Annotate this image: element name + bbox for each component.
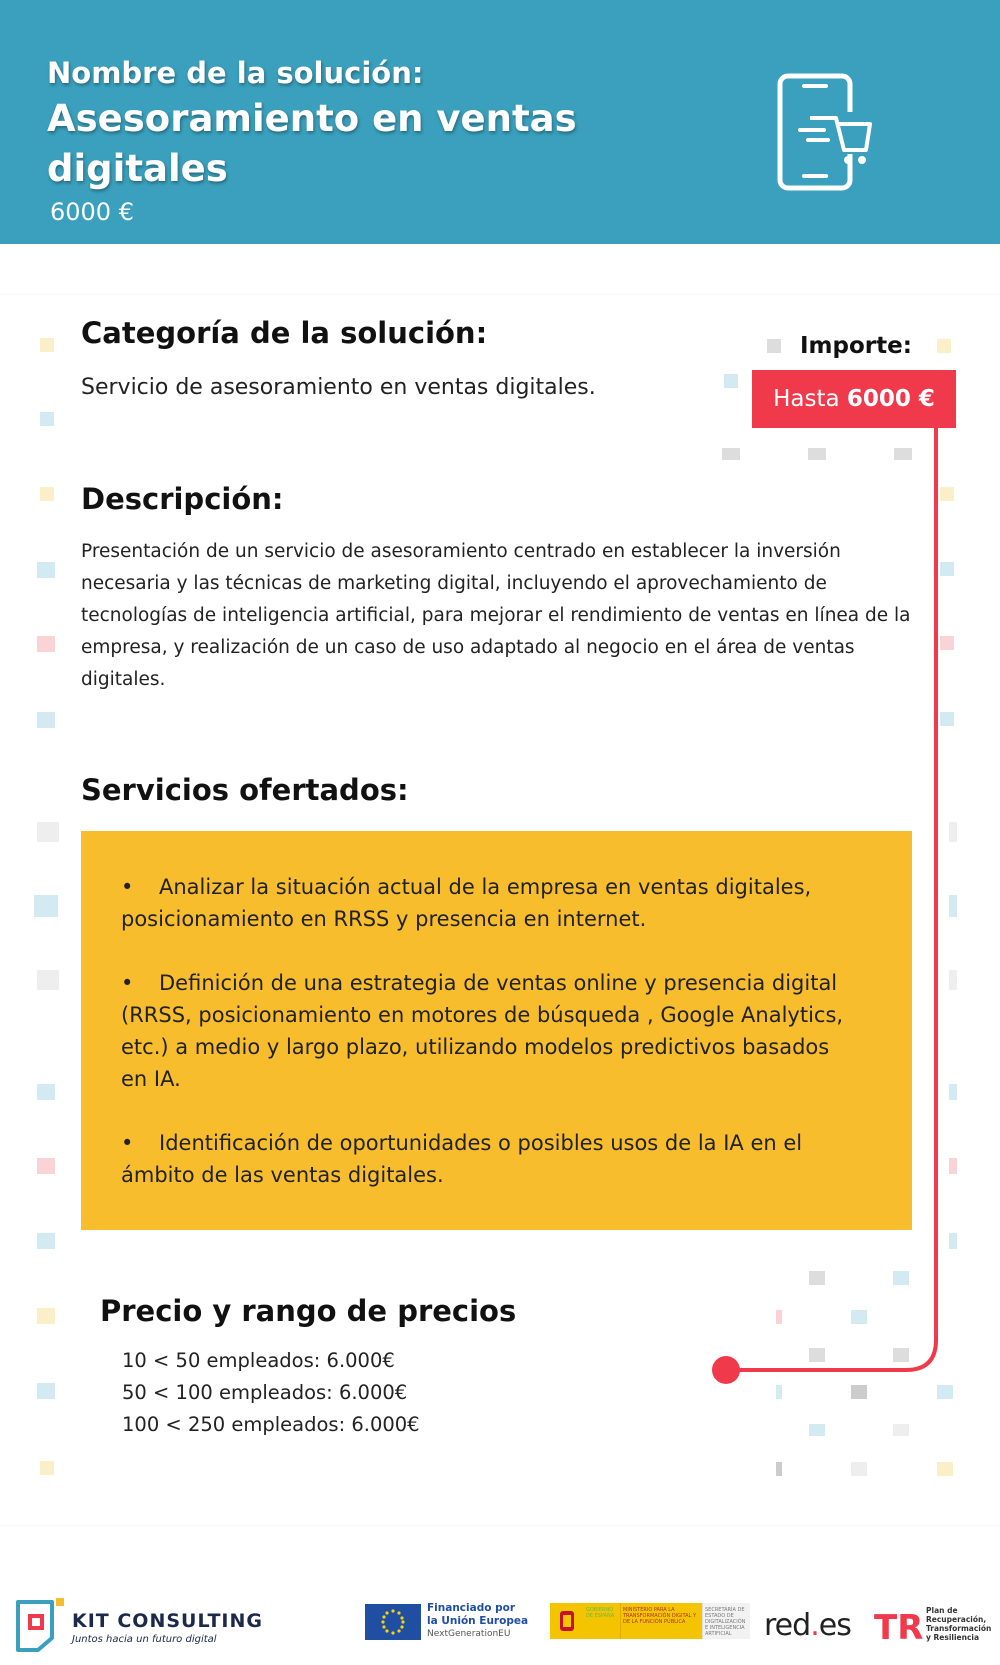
category-text: Servicio de asesoramiento en ventas digitales. (81, 375, 596, 400)
kit-consulting-logo-icon (12, 1594, 68, 1654)
service-item: • Analizar la situación actual de la empresa en ventas digitales, posicionamiento en RRSS y presencia en internet. (121, 871, 861, 935)
price-row: 50 < 100 empleados: 6.000€ (122, 1381, 408, 1404)
eu-funding-text: Financiado por la Unión Europea NextGenerationEU (427, 1602, 529, 1639)
bullet: • (121, 875, 134, 899)
services-box (81, 831, 912, 1230)
price-row: 10 < 50 empleados: 6.000€ (122, 1349, 395, 1372)
importe-label: Importe: (800, 333, 912, 359)
price-title: Precio y rango de precios (100, 1294, 517, 1328)
importe-prefix: Hasta (773, 386, 847, 412)
plan-recuperacion-text: Plan de Recuperación, Transformación y Resiliencia (926, 1606, 992, 1642)
price-row: 100 < 250 empleados: 6.000€ (122, 1413, 420, 1436)
bullet: • (121, 971, 134, 995)
services-title: Servicios ofertados: (81, 773, 409, 807)
service-item: • Identificación de oportunidades o posibles usos de la IA en el ámbito de las ventas digitales. (121, 1127, 861, 1191)
footer-logos (0, 1580, 1000, 1665)
description-title: Descripción: (81, 482, 284, 516)
spain-coat-of-arms-icon (550, 1603, 584, 1639)
category-title: Categoría de la solución: (81, 316, 488, 350)
importe-amount: 6000 € (846, 386, 935, 412)
eu-flag-icon (365, 1604, 421, 1640)
service-item: • Definición de una estrategia de ventas online y presencia digital (RRSS, posicionamiento en motores de búsqueda , Google Analytics, etc.) a medio y largo plazo, utilizando modelos predictivos basados en IA. (121, 967, 861, 1095)
kit-consulting-tagline: Juntos hacia un futuro digital (72, 1634, 217, 1645)
gobierno-logo: GOBIERNO DE ESPAÑA MINISTERIO PARA LA TRANSFORMACIÓN DIGITAL Y DE LA FUNCIÓN PÚBLICA SECRETARÍA DE ESTADO DE DIGITALIZACIÓN E INTELIGENCIA ARTIFICIAL (550, 1603, 750, 1639)
kit-consulting-name: KIT CONSULTING (72, 1610, 263, 1632)
price-list (122, 1345, 420, 1441)
description-text: Presentación de un servicio de asesoramiento centrado en establecer la inversión necesaria y las técnicas de marketing digital, incluyendo el aprovechamiento de tecnologías de inteligencia artificial, para mejorar el rendimiento de ventas en línea de la empresa, y realización de un caso de uso adaptado al negocio en el área de ventas digitales. (81, 541, 911, 690)
importe-badge (752, 370, 956, 428)
plan-recuperacion-logo: TR (874, 1608, 924, 1648)
header-price: 6000 € (50, 198, 134, 226)
solution-title: Asesoramiento en ventas digitales (47, 97, 577, 190)
red-es-logo: red.es (764, 1608, 851, 1643)
bullet: • (121, 1131, 134, 1155)
solution-name-label: Nombre de la solución: (47, 56, 424, 90)
